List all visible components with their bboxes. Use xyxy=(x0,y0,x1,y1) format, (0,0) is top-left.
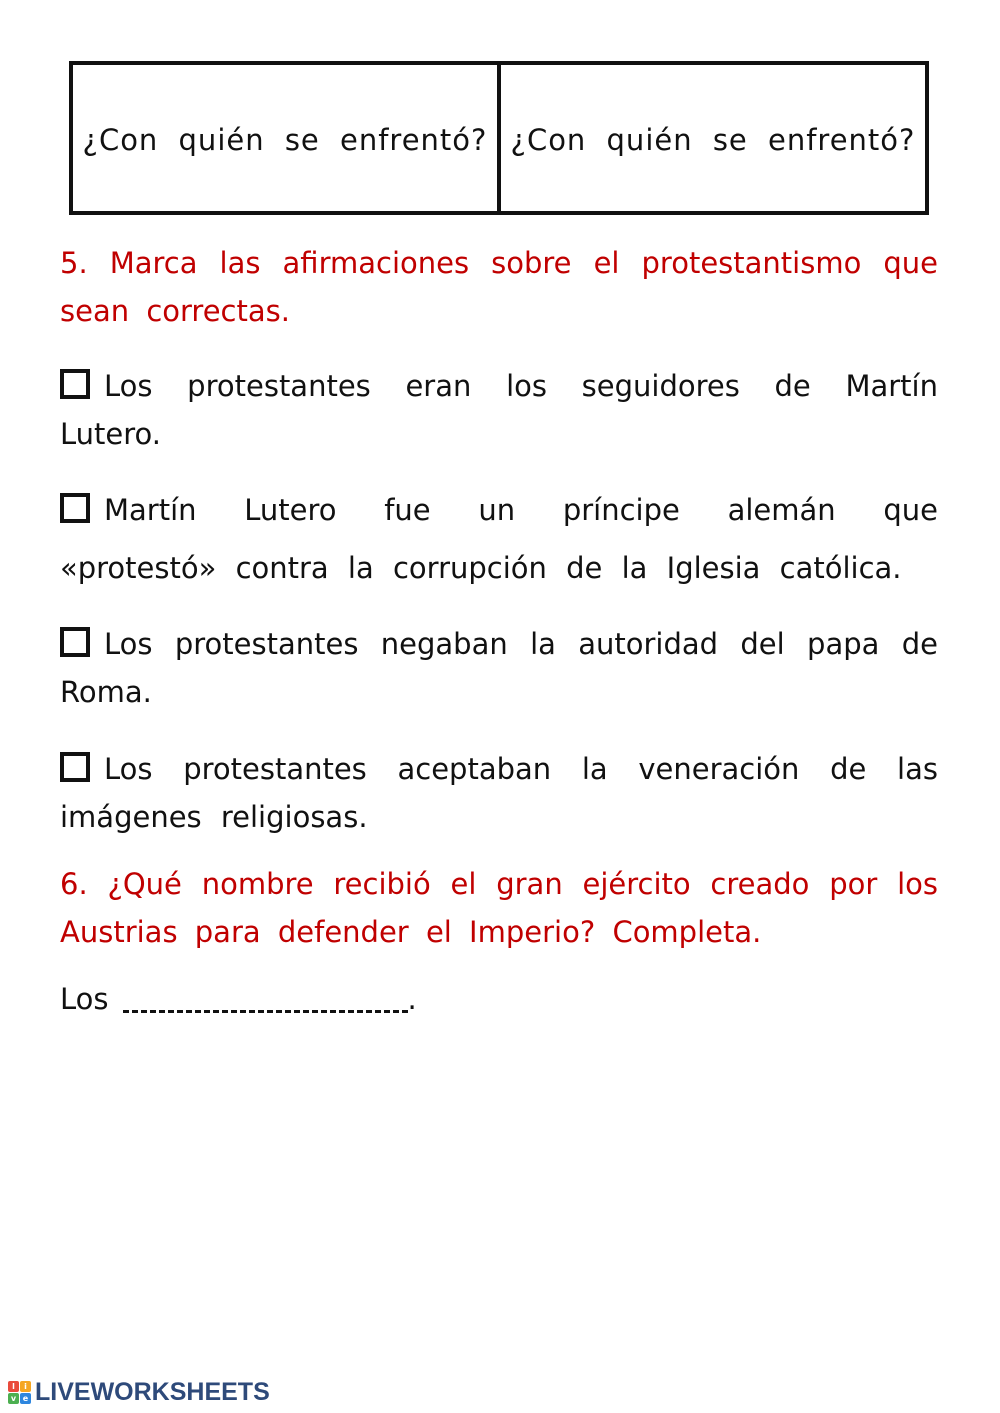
option-2-checkbox[interactable] xyxy=(60,493,90,523)
logo-tile-l: l xyxy=(8,1381,19,1392)
liveworksheets-logo xyxy=(8,1378,270,1407)
option-4-checkbox[interactable] xyxy=(60,752,90,782)
option-3-text: Los protestantes negaban la autoridad del papa de Roma. xyxy=(60,627,938,709)
table-cell-left-text: ¿Con quién se enfrentó? xyxy=(82,123,488,157)
option-1-text: Los protestantes eran los seguidores de Martín Lutero. xyxy=(60,369,938,451)
logo-grid-icon xyxy=(8,1381,31,1404)
table-cell-right-text: ¿Con quién se enfrentó? xyxy=(510,123,916,157)
option-3-checkbox[interactable] xyxy=(60,627,90,657)
answer-line xyxy=(60,975,417,1023)
option-4-text: Los protestantes aceptaban la veneración de las imágenes religiosas. xyxy=(60,752,938,834)
option-1 xyxy=(60,362,938,458)
option-2 xyxy=(60,481,938,597)
answer-suffix: . xyxy=(407,982,417,1016)
table-cell-left[interactable] xyxy=(73,65,501,211)
table-cell-right[interactable] xyxy=(501,65,925,211)
logo-text: LIVEWORKSHEETS xyxy=(35,1378,270,1406)
answer-prefix: Los xyxy=(60,982,109,1016)
option-2-text: Martín Lutero fue un príncipe alemán que «protestó» contra la corrupción de la Iglesia católica. xyxy=(60,493,938,585)
option-1-checkbox[interactable] xyxy=(60,369,90,399)
answer-table xyxy=(69,61,929,215)
option-3 xyxy=(60,620,938,716)
logo-tile-i: i xyxy=(20,1381,31,1392)
option-4 xyxy=(60,745,938,841)
logo-tile-e: e xyxy=(20,1393,31,1404)
question-5: 5. Marca las afirmaciones sobre el protestantismo que sean correctas. xyxy=(60,246,938,328)
logo-tile-v: v xyxy=(8,1393,19,1404)
answer-blank-input[interactable] xyxy=(123,980,408,1013)
question-6: 6. ¿Qué nombre recibió el gran ejército creado por los Austrias para defender el Imperio? Completa. xyxy=(60,867,938,949)
